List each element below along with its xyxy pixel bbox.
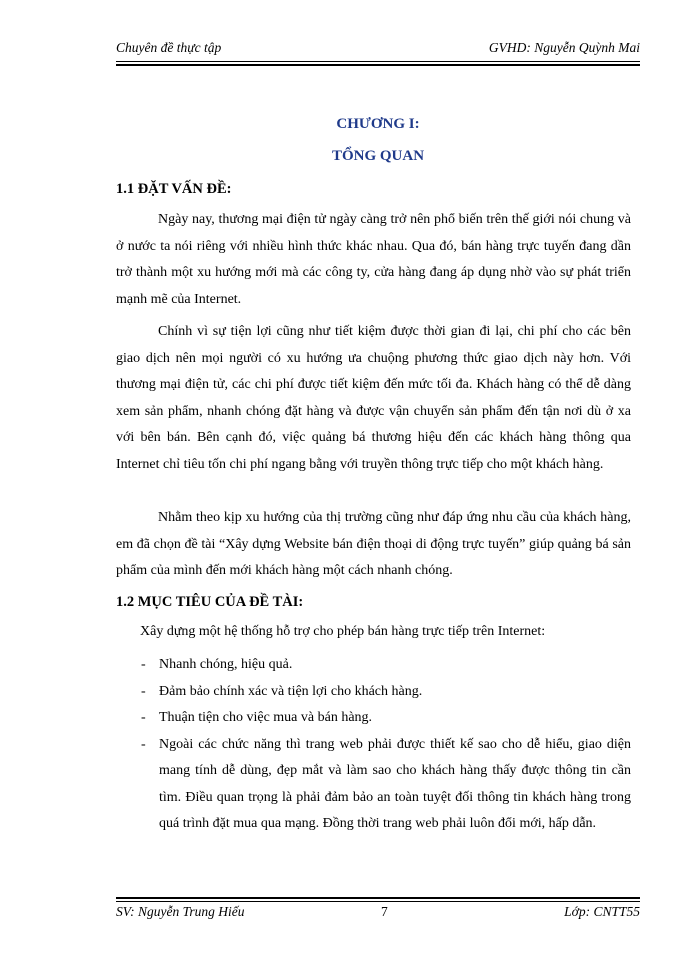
header-rule-thin [116,61,640,62]
list-item-text: Nhanh chóng, hiệu quả. [159,657,293,672]
objectives-list [116,652,631,838]
header-supervisor: GVHD: Nguyễn Quỳnh Mai [488,40,640,55]
paragraph-1: Ngày nay, thương mại điện tử ngày càng trở nên phổ biến trên thế giới nói chung và ở nước ta nói riêng với nhiều hình thức khác nhau. Qua đó, bán hàng trực tuyến đang dần trở thành một xu hướng mới mà các công ty, cửa hàng đang áp dụng nhờ vào sự phát triển mạnh mẽ của Internet. [116,212,631,307]
list-item [116,732,631,838]
list-item [116,679,631,706]
paragraph-3: Nhằm theo kịp xu hướng của thị trường cũng như đáp ứng nhu cầu của khách hàng, em đã chọn đề tài “Xây dựng Website bán điện thoại di động trực tuyến” giúp quảng bá sản phẩm của mình đến mới khách hàng một cách nhanh chóng. [116,510,631,578]
footer-rule-thick [116,897,640,899]
section-heading-1-1: 1.1 ĐẶT VẤN ĐỀ: [116,181,232,197]
header-course-title: Chuyên đề thực tập [116,40,222,55]
footer-student: SV: Nguyễn Trung Hiếu [116,904,245,919]
list-item-text: Đảm bảo chính xác và tiện lợi cho khách hàng. [159,683,423,699]
section-heading-1-2: 1.2 MỤC TIÊU CỦA ĐỀ TÀI: [116,594,304,610]
chapter-number: CHƯƠNG I: [336,116,420,132]
bullet-dash: - [141,710,146,725]
paragraph-2: Chính vì sự tiện lợi cũng như tiết kiệm được thời gian đi lại, chi phí cho các bên giao dịch nên mọi người có xu hướng ưa chuộng phương thức giao dịch này hơn. Với thương mại điện tử, các chi phí được tiết kiệm đến mức tối đa. Khách hàng có thể dễ dàng xem sản phẩm, nhanh chóng đặt hàng và được vận chuyển sản phẩm đến tận nơi dù ở xa với bên bán. Bên cạnh đó, việc quảng bá thương hiệu đến các khách hàng thông qua Internet chỉ tiêu tốn chi phí ngang bằng với truyền thông trực tiếp cho một khách hàng. [116,324,631,472]
header-rule-thick [116,64,640,66]
objectives-intro: Xây dựng một hệ thống hỗ trợ cho phép bán hàng trực tiếp trên Internet: [140,624,546,639]
bullet-dash: - [141,683,146,699]
list-item-text: Ngoài các chức năng thì trang web phải được thiết kế sao cho dễ hiểu, giao diện mang tính dễ dùng, đẹp mắt và làm sao cho khách hàng thấy được thông tin cần tìm. Điều quan trọng là phải đảm bảo an toàn tuyệt đối thông tin khách hàng trong quá trình đặt mua qua mạng. Đồng thời trang web phải luôn đổi mới, hấp dẫn. [159,736,631,831]
list-item [116,652,631,679]
footer-rule-thin [116,901,640,902]
list-item-text: Thuận tiện cho việc mua và bán hàng. [159,710,373,725]
page-header [116,40,640,62]
chapter-title: TỔNG QUAN [331,148,425,164]
bullet-dash: - [141,657,146,672]
page-number: 7 [381,904,388,919]
list-item [116,705,631,732]
bullet-dash: - [141,736,146,752]
page-footer [116,904,640,926]
footer-class: Lớp: CNTT55 [564,904,640,919]
